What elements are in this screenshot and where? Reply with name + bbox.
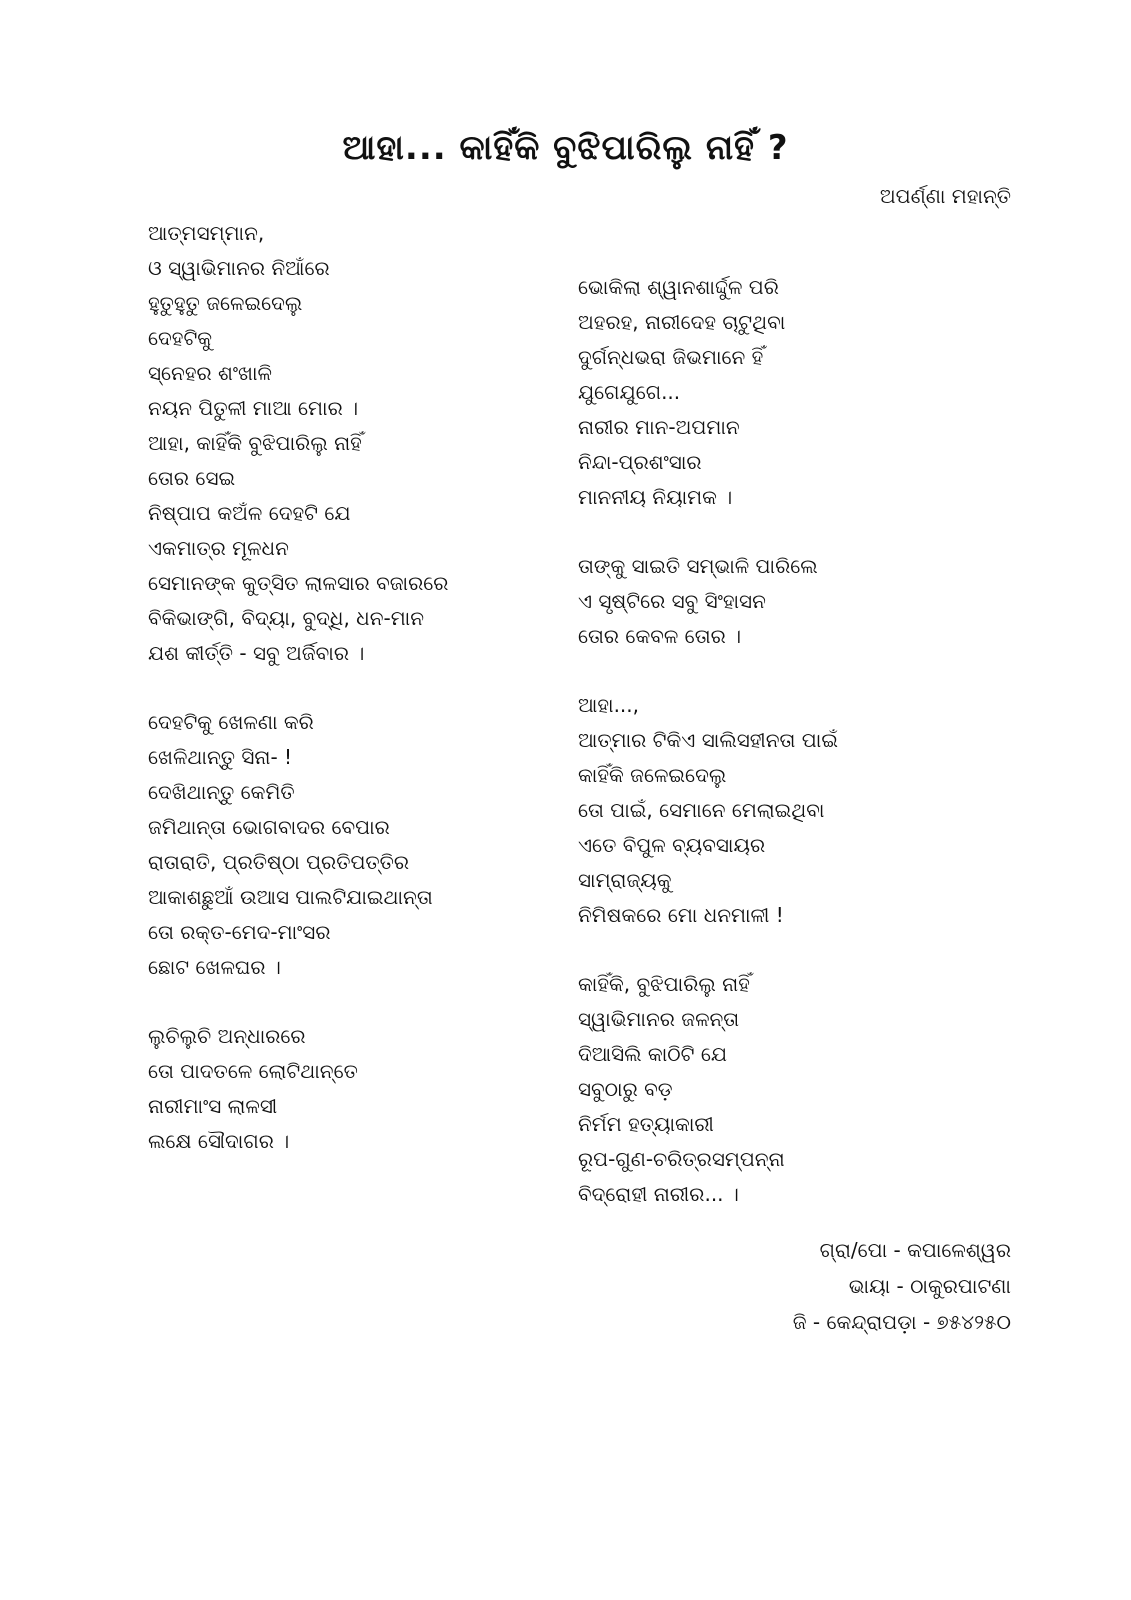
verse-line: ଆହା..., (578, 693, 640, 717)
verse-line: ଏତେ ବିପୁଳ ବ୍ୟବସାୟର (578, 833, 766, 857)
verse-line: ଓ ସ୍ୱାଭିମାନର ନିଆଁରେ (148, 256, 330, 280)
verse-line: ତୋର ସେଇ (148, 466, 236, 490)
verse-line: ଆତ୍ମାର ଟିକିଏ ସାଲିସହୀନତା ପାଇଁ (578, 728, 838, 752)
right-column (578, 270, 1008, 1246)
verse-line: ରୂପ-ଗୁଣ-ଚରିତ୍ରସମ୍ପନ୍ନା (578, 1147, 785, 1171)
stanza (578, 688, 1008, 933)
author-address (793, 1232, 1011, 1340)
verse-line: ଯୁଗେଯୁଗେ... (578, 380, 681, 404)
verse-line: ଦେଖିଥାନ୍ତୁ କେମିତି (148, 780, 295, 804)
verse-line: ତୋ ପାଇଁ, ସେମାନେ ମେଲାଇଥିବା (578, 798, 825, 822)
verse-line: ଛୋଟ ଖେଳଘର । (148, 955, 281, 979)
verse-line: ଦୁର୍ଗନ୍ଧଭରା ଜିଭମାନେ ହିଁ (578, 345, 764, 369)
verse-line: ବିଦ୍ରୋହୀ ନାରୀର... । (578, 1182, 739, 1206)
author-name: ଅପର୍ଣ୍ଣା ମହାନ୍ତି (879, 184, 1011, 208)
address-line: ଗ୍ରା/ପୋ - କପାଳେଶ୍ୱର (819, 1238, 1011, 1262)
verse-line: ସେମାନଙ୍କ କୁତ୍ସିତ ଲାଳସାର ବଜାରରେ (148, 571, 449, 595)
verse-line: ସ୍ନେହର ଶଂଖାଳି (148, 361, 272, 385)
stanza (578, 549, 1008, 654)
verse-line: ଲୁଚିଲୁଚି ଅନ୍ଧାରରେ (148, 1024, 306, 1048)
stanza (148, 1019, 568, 1159)
verse-line: ଅହରହ, ନାରୀଦେହ ଚାଟୁଥିବା (578, 310, 786, 334)
verse-line: କାହିଁକି, ବୁଝିପାରିଲୁ ନାହିଁ (578, 972, 750, 996)
verse-line: ଦେହଟିକୁ (148, 326, 213, 350)
verse-line: ନିଷ୍ପାପ କଅଁଳ ଦେହଟି ଯେ (148, 501, 351, 525)
verse-line: ରାତାରାତି, ପ୍ରତିଷ୍ଠା ପ୍ରତିପତ୍ତିର (148, 850, 410, 874)
verse-line: ବିକିଭାଙ୍ଗି, ବିଦ୍ୟା, ବୁଦ୍ଧି, ଧନ-ମାନ (148, 606, 425, 630)
verse-line: ଭୋକିଲା ଶ୍ୱାନଶାର୍ଦ୍ଦୁଳ ପରି (578, 275, 779, 299)
verse-line: ଜମିଥାନ୍ତା ଭୋଗବାଦର ବେପାର (148, 815, 390, 839)
verse-line: ତୋ ପାଦତଳେ ଲୋଟିଥାନ୍ତେ (148, 1059, 358, 1083)
left-column (148, 216, 568, 1193)
verse-line: ଯଶ କୀର୍ତ୍ତି - ସବୁ ଅର୍ଜିବାର । (148, 641, 365, 665)
address-line: ଭାୟା - ଠାକୁରପାଟଣା (848, 1274, 1011, 1298)
verse-line: କାହିଁକି ଜଳେଇଦେଲୁ (578, 763, 727, 787)
verse-line: ସ୍ୱାଭିମାନର ଜଳନ୍ତା (578, 1007, 740, 1031)
verse-line: ଆହା, କାହିଁକି ବୁଝିପାରିଲୁ ନାହିଁ (148, 431, 362, 455)
verse-line: ତୋର କେବଳ ତୋର । (578, 624, 742, 648)
verse-line: ସବୁଠାରୁ ବଡ଼ (578, 1077, 673, 1101)
verse-line: ତାଙ୍କୁ ସାଇତି ସମ୍ଭାଳି ପାରିଲେ (578, 554, 818, 578)
verse-line: ଏ ସୃଷ୍ଟିରେ ସବୁ ସିଂହାସନ (578, 589, 766, 613)
stanza (148, 705, 568, 985)
stanza (578, 967, 1008, 1212)
verse-line: ଖେଳିଥାନ୍ତୁ ସିନା- ! (148, 745, 293, 769)
verse-line: ଆକାଶଛୁଆଁ ଉଆସ ପାଲଟିଯାଇଥାନ୍ତା (148, 885, 433, 909)
verse-line: ତୋ ରକ୍ତ-ମେଦ-ମାଂସର (148, 920, 331, 944)
verse-line: ଏକମାତ୍ର ମୂଳଧନ (148, 536, 289, 560)
verse-line: ହୁତୁହୁତୁ ଜଳେଇଦେଲୁ (148, 291, 303, 315)
stanza (148, 216, 568, 671)
verse-line: ମାନନୀୟ ନିୟାମକ । (578, 485, 733, 509)
verse-line: ଦିଆସିଲି କାଠିଟି ଯେ (578, 1042, 727, 1066)
verse-line: ନାରୀର ମାନ-ଅପମାନ (578, 415, 740, 439)
verse-line: ନିର୍ମମ ହତ୍ୟାକାରୀ (578, 1112, 714, 1136)
verse-line: ନୟନ ପିତୁଳୀ ମାଆ ମୋର । (148, 396, 359, 420)
verse-line: ନାରୀମାଂସ ଲାଳସୀ (148, 1094, 278, 1118)
verse-line: ଦେହଟିକୁ ଖେଳଣା କରି (148, 710, 314, 734)
poem-title: ଆହା... କାହିଁକି ବୁଝିପାରିଲୁ ନାହିଁ ? (342, 128, 789, 168)
address-line: ଜି - କେନ୍ଦ୍ରାପଡ଼ା - ୭୫୪୨୫୦ (792, 1310, 1011, 1334)
verse-line: ନିନ୍ଦା-ପ୍ରଶଂସାର (578, 450, 702, 474)
verse-line: ଲକ୍ଷେ ସୌଦାଗର । (148, 1129, 290, 1153)
stanza (578, 270, 1008, 515)
verse-line: ଆତ୍ମସମ୍ମାନ, (148, 221, 265, 245)
verse-line: ସାମ୍ରାଜ୍ୟକୁ (578, 868, 672, 892)
verse-line: ନିମିଷକରେ ମୋ ଧନମାଳୀ ! (578, 903, 784, 927)
